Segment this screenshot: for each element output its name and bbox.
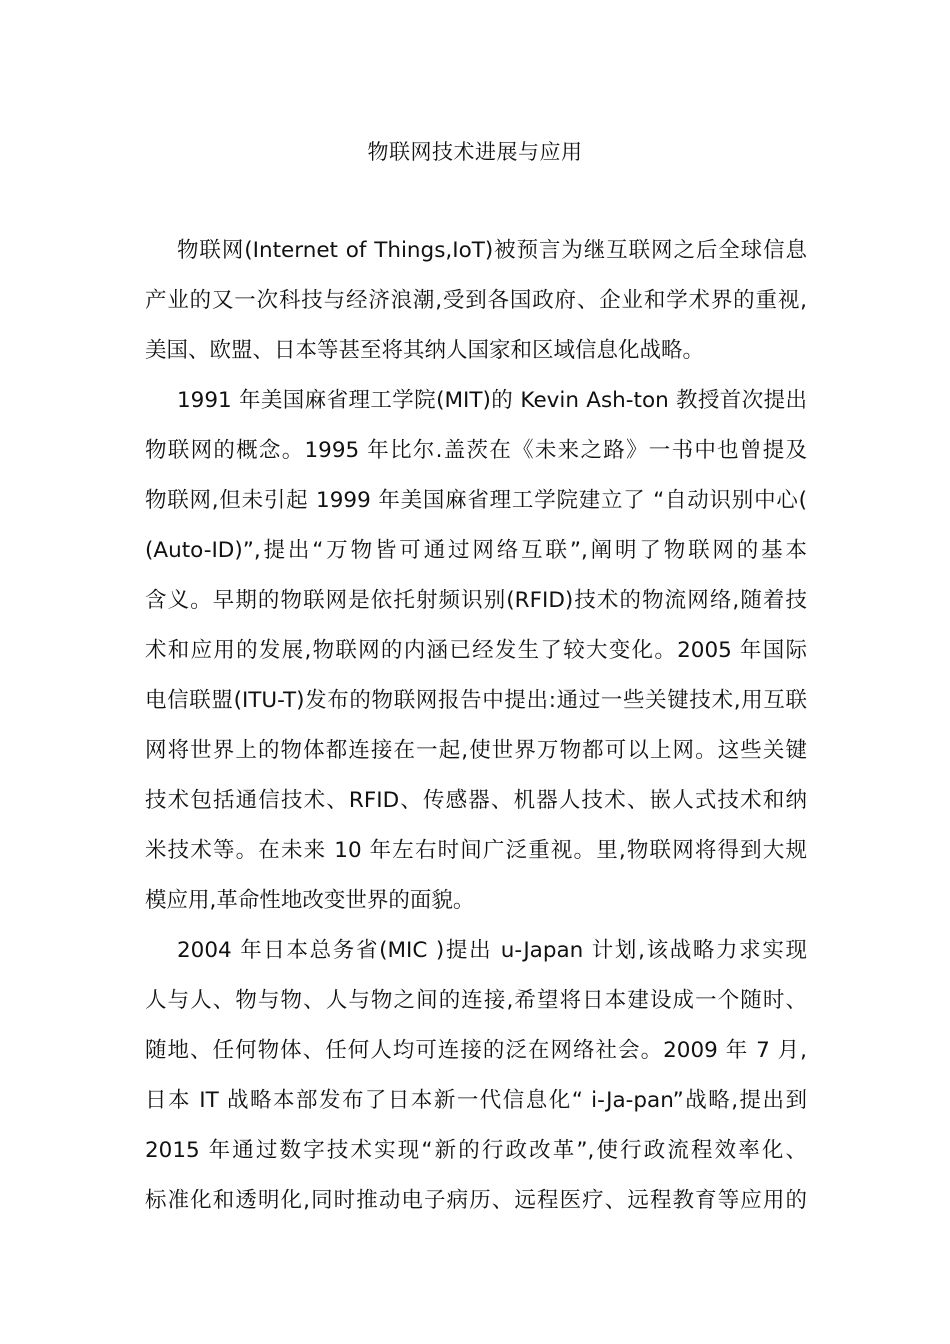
paragraph-1 bbox=[145, 232, 807, 382]
paragraph-line: 标准化和透明化,同时推动电子病历、远程医疗、远程教育等应用的 bbox=[145, 1188, 807, 1213]
paragraph-line: 术和应用的发展,物联网的内涵已经发生了较大变化。2005 年国际 bbox=[145, 638, 807, 663]
paragraph-line: 美国、欧盟、日本等甚至将其纳人国家和区域信息化战略。 bbox=[145, 338, 705, 363]
paragraph-2 bbox=[145, 382, 807, 932]
paragraph-line: 米技术等。在未来 10 年左右时间广泛重视。里,物联网将得到大规 bbox=[145, 838, 807, 863]
paragraph-line: 物联网(Internet of Things,IoT)被预言为继互联网之后全球信息 bbox=[177, 238, 807, 263]
paragraph-line: 2015 年通过数字技术实现“新的行政改革”,使行政流程效率化、 bbox=[145, 1138, 807, 1163]
paragraph-3 bbox=[145, 932, 807, 1232]
paragraph-line: 模应用,革命性地改变世界的面貌。 bbox=[145, 888, 475, 913]
document-title: 物联网技术进展与应用 bbox=[367, 140, 583, 164]
paragraph-line: 物联网的概念。1995 年比尔.盖茨在《未来之路》一书中也曾提及 bbox=[145, 438, 807, 463]
paragraph-line: 物联网,但未引起 1999 年美国麻省理工学院建立了 “自动识别中心( bbox=[145, 488, 807, 513]
paragraph-line: 电信联盟(ITU-T)发布的物联网报告中提出:通过一些关键技术,用互联 bbox=[145, 688, 807, 713]
paragraph-line: 产业的又一次科技与经济浪潮,受到各国政府、企业和学术界的重视, bbox=[145, 288, 807, 313]
paragraph-line: (Auto-ID)”,提出“万物皆可通过网络互联”,阐明了物联网的基本 bbox=[145, 538, 807, 563]
document-body bbox=[145, 232, 807, 1232]
paragraph-line: 人与人、物与物、人与物之间的连接,希望将日本建设成一个随时、 bbox=[145, 988, 807, 1013]
paragraph-line: 2004 年日本总务省(MIC )提出 u-Japan 计划,该战略力求实现 bbox=[177, 938, 807, 963]
paragraph-line: 1991 年美国麻省理工学院(MIT)的 Kevin Ash-ton 教授首次提出 bbox=[177, 388, 807, 413]
paragraph-line: 技术包括通信技术、RFID、传感器、机器人技术、嵌人式技术和纳 bbox=[145, 788, 807, 813]
paragraph-line: 含义。早期的物联网是依托射频识别(RFID)技术的物流网络,随着技 bbox=[145, 588, 807, 613]
paragraph-line: 日本 IT 战略本部发布了日本新一代信息化“ i-Ja-pan”战略,提出到 bbox=[145, 1088, 807, 1113]
paragraph-line: 随地、任何物体、任何人均可连接的泛在网络社会。2009 年 7 月, bbox=[145, 1038, 807, 1063]
paragraph-line: 网将世界上的物体都连接在一起,使世界万物都可以上网。这些关键 bbox=[145, 738, 807, 763]
